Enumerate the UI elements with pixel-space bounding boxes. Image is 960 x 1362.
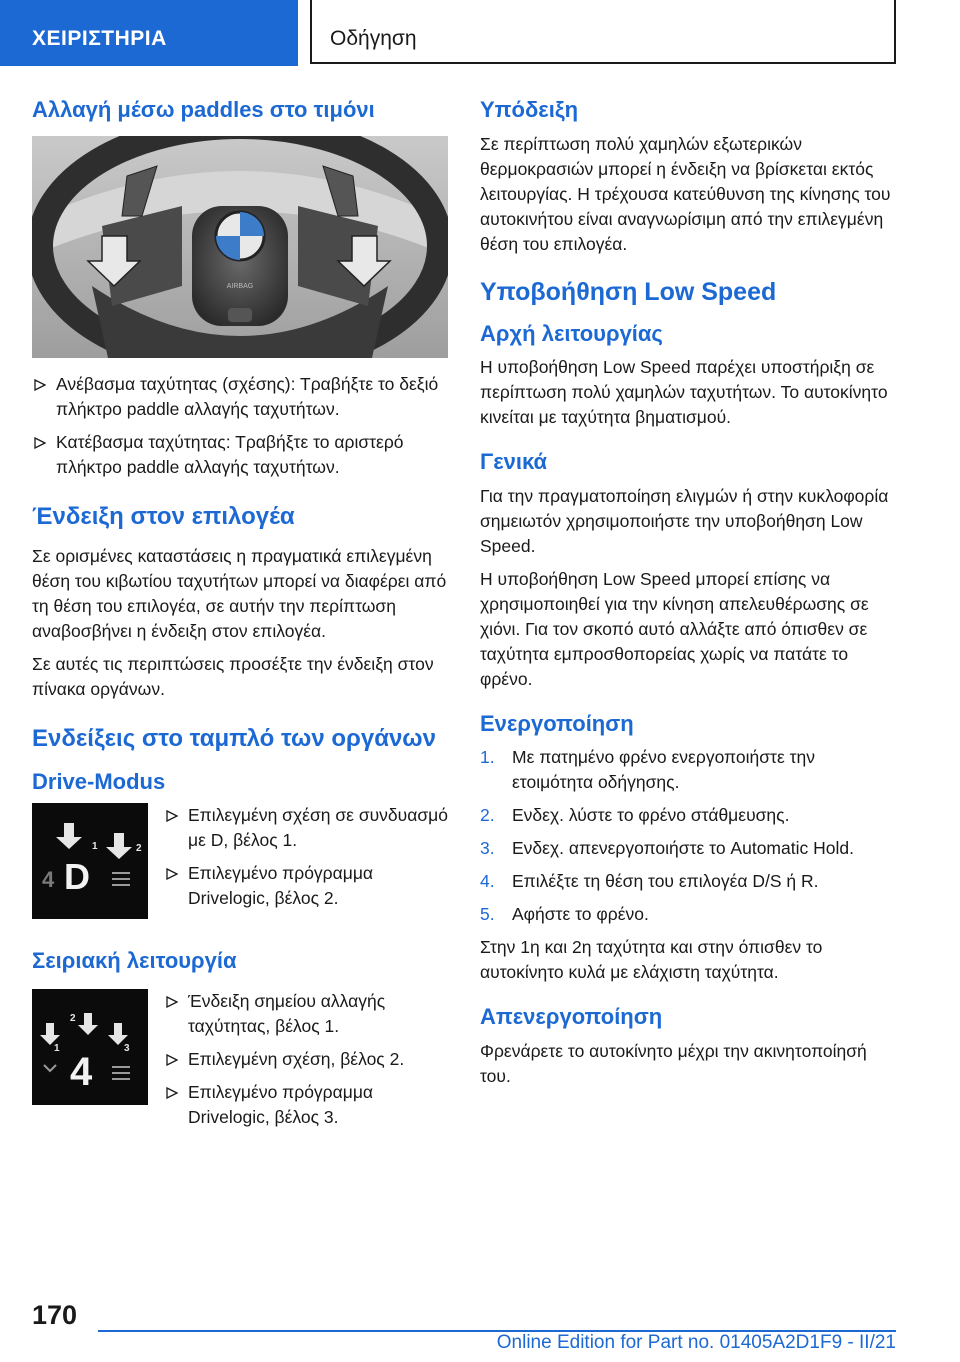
- hint-heading: Υπόδειξη: [480, 97, 579, 122]
- principle-heading: Αρχή λειτουργίας: [480, 320, 663, 346]
- principle-text: Η υποβοήθηση Low Speed παρέχει υποστήριξη σε περίπτωση πολύ χαμηλών ταχυτήτων. Το αυτοκίνητο κινείται με ταχύτητα βηματισμού.: [480, 357, 888, 428]
- paddles-bullet-1: Ανέβασμα ταχύτητας (σχέσης): Τραβήξτε το δεξιό πλήκτρο paddle αλλαγής ταχυτήτων.: [32, 372, 450, 422]
- lowspeed-heading: Υποβοήθηση Low Speed: [480, 277, 777, 306]
- triangle-bullet-icon: [166, 810, 178, 822]
- triangle-bullet-icon: [166, 996, 178, 1008]
- steering-wheel-image: [32, 136, 448, 358]
- selector-paragraph-2: Σε αυτές τις περιπτώσεις προσέξτε την ένδειξη στον πίνακα οργάνων.: [32, 653, 434, 699]
- sequential-bullets: [164, 989, 450, 1130]
- sequential-heading: Σειριακή λειτουργία: [32, 948, 237, 973]
- activation-heading: Ενεργοποίηση: [480, 710, 634, 736]
- sequential-bullet-3: Επιλεγμένο πρόγραμμα Drivelogic, βέλος 3.: [164, 1080, 450, 1130]
- edition-note: Online Edition for Part no. 01405A2D1F9 - II/21: [496, 1332, 896, 1353]
- activation-step: 5. Αφήστε το φρένο.: [480, 904, 649, 925]
- triangle-bullet-icon: [34, 437, 46, 449]
- general-paragraph-2: Η υποβοήθηση Low Speed μπορεί επίσης να χρησιμοποιηθεί για την κίνηση απελευθέρωσης σε χιόνι. Για τον σκοπό αυτό αλλάξτε από όπισθεν σε ταχύτητα εμπροσθοπορείας χωρίς να πατάτε το φρένο.: [480, 568, 869, 689]
- svg-text:1: 1: [54, 1042, 60, 1054]
- activation-note: Στην 1η και 2η ταχύτητα και στην όπισθεν το αυτοκίνητο κυλά με ελάχιστη ταχύτητα.: [480, 937, 823, 983]
- triangle-bullet-icon: [166, 1054, 178, 1066]
- page-header: [0, 0, 960, 66]
- selector-heading: Ένδειξη στον επιλογέα: [32, 502, 295, 530]
- drive-mode-bullets: [164, 803, 450, 911]
- page-number: 170: [32, 1300, 78, 1330]
- sequential-bullet-1: Ένδειξη σημείου αλλαγής ταχύτητας, βέλος 1.: [164, 989, 450, 1039]
- left-column: [32, 96, 450, 1139]
- activation-step: 4. Επιλέξτε τη θέση του επιλογέα D/S ή R.: [480, 871, 819, 892]
- drive-mode-heading: Drive-Modus: [32, 768, 166, 794]
- svg-text:2: 2: [136, 843, 142, 854]
- svg-text:2: 2: [70, 1012, 76, 1024]
- general-heading: Γενικά: [480, 449, 548, 475]
- triangle-bullet-icon: [34, 379, 46, 391]
- sequential-display-icon: [32, 989, 148, 1105]
- sequential-row: [32, 989, 450, 1139]
- general-paragraph-1: Για την πραγματοποίηση ελιγμών ή στην κυκλοφορία σημειωτόν χρησιμοποιήστε την υποβοήθηση Low Speed.: [480, 485, 889, 556]
- triangle-bullet-icon: [166, 1087, 178, 1099]
- chapter-title: Οδήγηση: [330, 27, 417, 50]
- triangle-bullet-icon: [166, 868, 178, 880]
- drive-mode-display-icon: [32, 803, 148, 919]
- section-tab: ΧΕΙΡΙΣΤΗΡΙΑ: [0, 0, 298, 66]
- activation-step: 1. Με πατημένο φρένο ενεργοποιήστε την ετοιμότητα οδήγησης.: [480, 747, 816, 793]
- svg-text:AIRBAG: AIRBAG: [226, 282, 254, 290]
- svg-text:4: 4: [42, 867, 55, 892]
- activation-step: 3. Ενδεχ. απενεργοποιήστε το Automatic Hold.: [480, 838, 854, 859]
- deactivation-text: Φρενάρετε το αυτοκίνητο μέχρι την ακινητοποίησή του.: [480, 1040, 867, 1086]
- svg-text:4: 4: [70, 1049, 93, 1094]
- paddles-heading: Αλλαγή μέσω paddles στο τιμόνι: [32, 97, 375, 122]
- right-column: [480, 96, 900, 1097]
- activation-step: 2. Ενδεχ. λύστε το φρένο στάθμευσης.: [480, 805, 790, 826]
- sequential-bullet-2: Επιλεγμένη σχέση, βέλος 2.: [164, 1047, 450, 1072]
- drive-bullet-1: Επιλεγμένη σχέση σε συνδυασμό με D, βέλος 1.: [164, 803, 450, 853]
- selector-paragraph-1: Σε ορισμένες καταστάσεις η πραγματικά επιλεγμένη θέση του κιβωτίου ταχυτήτων μπορεί να διαφέρει από τη θέση του επιλογέα, σε αυτήν την περίπτωση αναβοσβήνει η ένδειξη στον επιλογέα.: [32, 545, 447, 641]
- svg-text:1: 1: [92, 841, 98, 852]
- chapter-box: [310, 0, 896, 64]
- drive-bullet-2: Επιλεγμένο πρόγραμμα Drivelogic, βέλος 2.: [164, 861, 450, 911]
- svg-text:D: D: [64, 856, 90, 897]
- hint-text: Σε περίπτωση πολύ χαμηλών εξωτερικών θερμοκρασιών μπορεί η ένδειξη να βρίσκεται εκτός λειτουργίας. Η τρέχουσα κατεύθυνση της κίνησης του αυτοκινήτου είναι αναγνωρίσιμη από την επιλεγμένη θέση του επιλογέα.: [480, 133, 891, 254]
- cluster-heading: Ενδείξεις στο ταμπλό των οργάνων: [32, 724, 436, 752]
- paddles-bullet-2: Κατέβασμα ταχύτητας: Τραβήξτε το αριστερό πλήκτρο paddle αλλαγής ταχυτήτων.: [32, 430, 450, 480]
- deactivation-heading: Απενεργοποίηση: [480, 1004, 663, 1030]
- svg-text:3: 3: [124, 1042, 130, 1054]
- drive-mode-row: [32, 803, 450, 933]
